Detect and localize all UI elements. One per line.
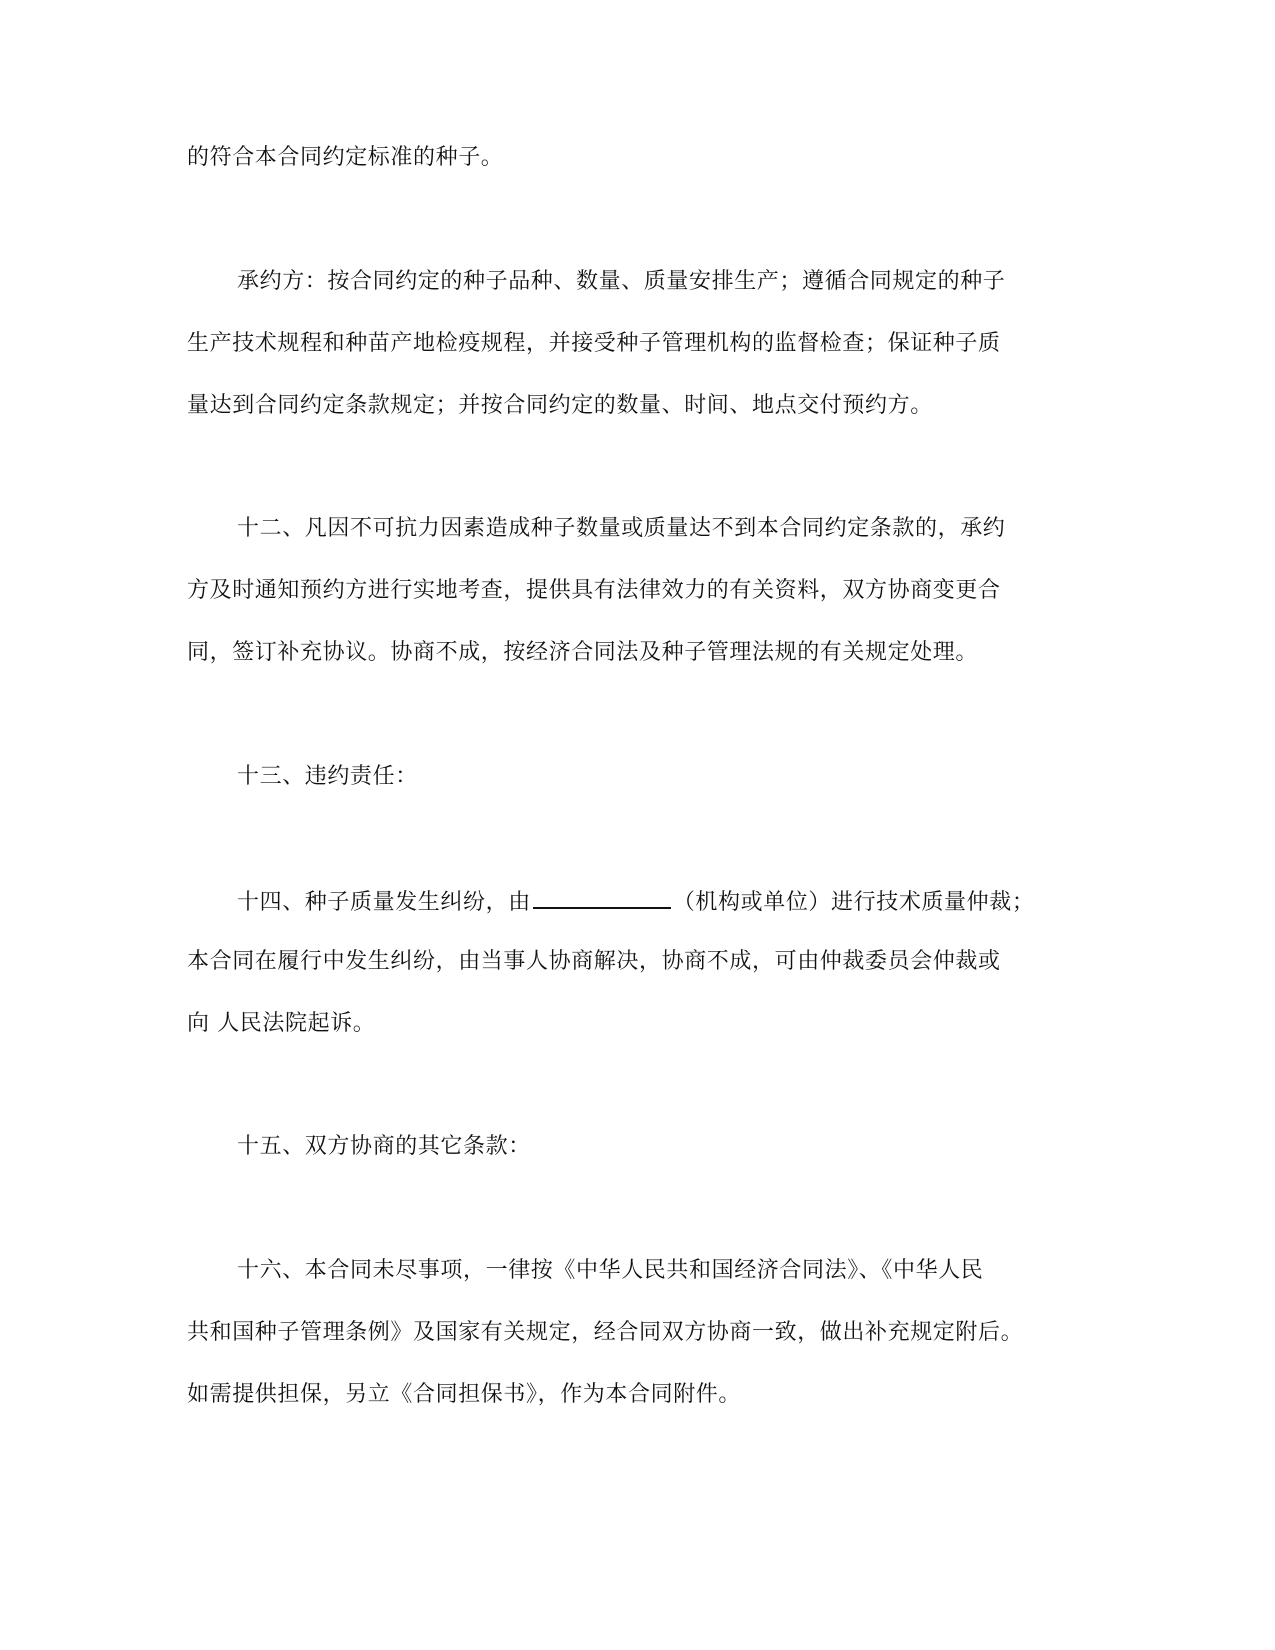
- paragraph-line: 十二、凡因不可抗力因素造成种子数量或质量达不到本合同约定条款的，承约: [237, 516, 1006, 541]
- paragraph-line: 生产技术规程和种苗产地检疫规程，并接受种子管理机构的监督检查；保证种子质: [187, 331, 1001, 356]
- paragraph-line: 如需提供担保，另立《合同担保书》，作为本合同附件。: [187, 1382, 742, 1407]
- paragraph-line: 十五、双方协商的其它条款：: [237, 1134, 531, 1159]
- paragraph-line: 方及时通知预约方进行实地考查，提供具有法律效力的有关资料，双方协商变更合: [187, 578, 1001, 603]
- fill-in-blank: [533, 885, 671, 909]
- clause-14-text-before: 十四、种子质量发生纠纷，由: [237, 890, 531, 915]
- paragraph-line: 十三、违约责任：: [237, 764, 418, 789]
- paragraph-line: 本合同在履行中发生纠纷，由当事人协商解决，协商不成，可由仲裁委员会仲裁或: [187, 949, 1001, 974]
- paragraph-line: 十六、本合同未尽事项，一律按《中华人民共和国经济合同法》、《中华人民: [237, 1258, 984, 1283]
- paragraph-line: 共和国种子管理条例》及国家有关规定，经合同双方协商一致，做出补充规定附后。: [187, 1320, 1024, 1345]
- paragraph-line: 的符合本合同约定标准的种子。: [187, 145, 504, 170]
- paragraph-line: 同，签订补充协议。协商不成，按经济合同法及种子管理法规的有关规定处理。: [187, 640, 979, 665]
- paragraph-line: 承约方：按合同约定的种子品种、数量、质量安排生产；遵循合同规定的种子: [237, 269, 1006, 294]
- paragraph-line: 量达到合同约定条款规定；并按合同约定的数量、时间、地点交付预约方。: [187, 393, 933, 418]
- clause-14-text-after: （机构或单位）进行技术质量仲裁；: [672, 890, 1035, 915]
- paragraph-line: 向 人民法院起诉。: [187, 1011, 376, 1036]
- paragraph-line-with-blank: [237, 885, 1034, 918]
